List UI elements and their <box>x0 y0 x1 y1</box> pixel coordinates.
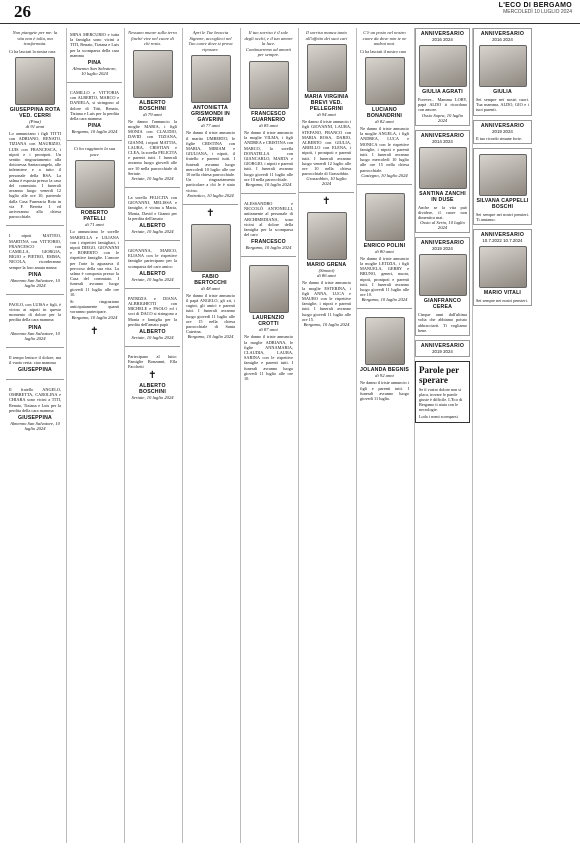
notice-quote: Nessuno muore sulla terra finché vive nel cuore di chi resta. <box>128 30 177 47</box>
deceased-name: JOLANDA BEGNIS <box>360 367 410 374</box>
anniversary-title: ANNIVERSARIO <box>480 31 525 37</box>
column-8 <box>414 28 470 843</box>
notice-name: ALBERTO <box>139 223 166 230</box>
deceased-photo <box>249 265 289 313</box>
deceased-photo <box>419 45 467 87</box>
advertisement-signature: Lodo i nomi scomparsi <box>419 414 458 420</box>
notice-place-date: Bergamo, 10 luglio 2024 <box>71 129 118 135</box>
column-4 <box>182 28 238 843</box>
notice-place-date: Grassobbio, 10 luglio 2024 <box>306 176 347 187</box>
column-5 <box>240 28 296 843</box>
deceased-photo <box>133 50 173 98</box>
notice-text: Ne danno il triste annuncio la moglie VILMA, i figli ANDREA e CRISTINA con MARCO, la sorella DONATELLA con GIANCARLO, MARTA e GIORGIO, i nipoti e parenti tutti. I funerali avranno luogo giovedì 11 luglio alle ore 10 nella parrocchiale. <box>244 129 293 182</box>
deceased-photo <box>191 55 231 103</box>
notice-place-date: Bergamo, 10 luglio 2024 <box>303 322 350 328</box>
column-2 <box>66 28 122 843</box>
deceased-age: di 91 anni <box>25 123 45 129</box>
column-9 <box>472 28 532 843</box>
divider <box>125 288 180 289</box>
obituary-patelli <box>67 144 122 321</box>
deceased-photo <box>365 193 405 241</box>
notice-lead: Ci ha lasciati la nostra cara <box>9 48 56 54</box>
notice-thanks: Si ringraziano anticipatamente quanti vorranno partecipare. <box>70 299 119 315</box>
notice-quote: Apri le Tue braccia Signore, accoglieci nel Tuo cuore dove si prova riposare. <box>188 30 233 52</box>
anniversary-title: ANNIVERSARIO <box>420 31 465 37</box>
notice-text: MINA MERCURIO e tutta la famiglia sono vicini a TITI, Renato, Tiziana e Luis per la scomparsa della cara mamma <box>70 32 119 58</box>
anniversary-years: 10.7.2022 10.7.2024 <box>482 238 523 244</box>
deceased-age: di 92 anni <box>375 373 394 379</box>
notice-lead: Il sorriso manca tanto all'affetto dei suoi cari <box>305 30 348 41</box>
divider <box>125 240 180 241</box>
anniversary-years: 2019 2024 <box>432 246 453 252</box>
deceased-age: di 82 anni <box>375 118 394 124</box>
deceased-nickname: (Pina) <box>29 118 41 124</box>
deceased-age: di 87 anni <box>259 327 278 333</box>
obituary-begnis <box>357 312 412 403</box>
condolence-notice <box>6 351 64 375</box>
anniversary-notice <box>415 28 470 126</box>
deceased-age: di 80 anni <box>375 248 394 254</box>
deceased-photo <box>479 154 527 196</box>
notice-place-date: Seriate, 10 luglio 2024 <box>131 276 174 282</box>
anniversary-notice <box>415 237 470 336</box>
deceased-photo <box>249 61 289 109</box>
deceased-photo <box>15 57 55 105</box>
deceased-name: GIUSEPPINA ROTA VED. CERRI <box>9 106 61 119</box>
notice-text: Il tempo lenisce il dolore, ma il vuoto resta: ciao mamma <box>9 354 61 365</box>
notice-place-date: Almenno San Salvatore, 10 luglio 2024 <box>10 277 60 288</box>
notice-text: La sorella FELICITA con GIOVANNI, MELISSA e famiglie, è vicina a Maria, Monia, David e Gianni per la perdita dell'amato <box>128 195 177 221</box>
notice-place-date: Castegno, 10 luglio 2024 <box>361 172 408 178</box>
divider <box>6 379 64 380</box>
deceased-name: GIULIA AGRATI <box>422 89 463 95</box>
advertisement-box <box>415 361 470 423</box>
notice-quote: Non piangete per me: la vita non è tolta, ma trasformata. <box>12 30 58 47</box>
notice-place-date: Seriate, 10 luglio 2024 <box>131 394 174 400</box>
obituary-boschini <box>125 28 180 183</box>
notice-name: ALBERTO <box>139 270 166 277</box>
notice-text: Lo annunciano i figli TITTI con ADRIANO, RENATO, TIZIANA con MAURIZIO, LUIS con FRANCESCA, i nipoti e i pronipoti. Un sentito ringraziamento alla dottoressa Santarcangelo, alle infermiere e a tutto il personale della RSA. La salma è esposta presso la casa del commiato. I funerali avranno luogo venerdì 12 luglio alle ore 10, partendo dalla Casa Funeraria Rota in via F. Beretta 1 ed arriveranno alla chiesa parrocchiale. <box>9 130 61 220</box>
obituary-grena <box>299 207 354 329</box>
notice-place-date: Seriate, 10 luglio 2024 <box>131 176 174 182</box>
notice-place-date: Almenno San Salvatore, 10 luglio 2024 <box>10 330 60 341</box>
deceased-age: di 79 anni <box>143 111 162 117</box>
deceased-photo <box>365 57 405 105</box>
notice-place-date: Bergamo, 10 luglio 2024 <box>245 182 292 187</box>
notice-text: I nipoti MATTEO, MARTINA con VITTORIO, FRANCESCO con CAMILLA, GIORGIA, BIGIO e PIETRO, EMMA, NICOLA, ricorderanno sempre la loro amata nonna <box>9 233 61 270</box>
divider <box>125 346 180 347</box>
notice-text: Anche se la vita può dividere, il cuore non dimentica mai. <box>418 204 467 221</box>
page-number: 26 <box>14 2 31 21</box>
deceased-name: LUCIANO BONANDRINI <box>366 106 403 119</box>
notice-quote: C'è un posto nel nostro cuore da dove non te ne andrai mai. <box>362 30 407 47</box>
anniversary-notice <box>473 120 532 144</box>
deceased-age: di 48 anni <box>201 285 220 291</box>
anniversary-years: 2016 2024 <box>492 37 513 42</box>
deceased-photo <box>365 317 405 365</box>
anniversary-title: ANNIVERSARIO <box>420 132 465 139</box>
condolence-notice <box>125 292 180 342</box>
notice-text: CAMILLO e VITTORIA con ALBERTO, MARCO e DANIELA, si stringono al dolore di Titti, Renato, Tiziana e Luis per la perdita della cara mamma <box>70 90 119 122</box>
advertisement-text: Se il vostro dolore non si placa, trovare le parole giuste è difficile. L'Eco di Bergamo ti aiuta con le necrologie. <box>419 387 463 413</box>
notice-place-date: Bergamo, 10 luglio 2024 <box>245 245 292 251</box>
notice-text: Forever... Mamma LORY, papà ALDO ti ricordano con amore. <box>418 97 467 113</box>
notice-place-date: Almenno San Salvatore, 10 luglio 2024 <box>72 66 117 77</box>
cross-icon: ✝ <box>322 196 331 208</box>
notice-text: Ne danno il triste annuncio il papà ANGELO, gli zii, i cugini, gli amici e parenti tutti. I funerali avranno luogo giovedì 11 luglio alle ore 15 nella chiesa parrocchiale di Santa Caterina. <box>186 292 235 335</box>
notice-name: PINA <box>28 271 42 278</box>
deceased-name: LAURENZIO CROTTI <box>252 315 285 328</box>
notice-place-date: Bergamo, 10 luglio 2024 <box>361 297 408 303</box>
notice-text: Il tuo ricordo rimane forte. <box>476 135 522 141</box>
divider <box>241 256 296 257</box>
notice-name: ALBERTO <box>139 329 166 336</box>
notice-text: ALESSANDRO e NICCOLÒ ANTONELLI, unitamente al personale di ARCHIMEDIANA, sono vicini al dolore della famiglia per la scomparsa del caro <box>244 201 293 238</box>
notice-place-date: Entratico, 10 luglio 2024 <box>187 192 234 198</box>
divider <box>125 187 180 188</box>
deceased-age: di 94 anni <box>317 112 336 118</box>
deceased-name: ROBERTO PATELLI <box>80 210 109 223</box>
divider <box>183 204 238 205</box>
anniversary-notice <box>415 340 470 357</box>
notice-lead: Ci ha lasciati il nostro caro <box>360 48 407 54</box>
notice-text: Ne danno il triste annuncio la moglie ANGELA, i figli ANDREA, LUCA e MONICA con le rispettive famiglie, i nipoti e parenti tutti. I funerali avranno luogo mercoledì 10 luglio alle ore 15 nella chiesa parrocchiale. <box>360 125 409 173</box>
obituary-brevi <box>299 28 354 188</box>
obituary-bonandrini <box>357 28 412 180</box>
deceased-name: ENRICO POLINI <box>363 242 406 249</box>
deceased-name: MARIA VIRGINIA BREVI VED. PELLEGRINI <box>304 94 349 113</box>
deceased-photo <box>419 147 467 189</box>
divider <box>357 308 412 309</box>
deceased-name: SANTINA ZANCHI IN DUSE <box>419 190 466 203</box>
notice-text: Lo annunciano le sorelle MARIELLA e LILIANA con i rispettivi famigliari, i nipoti DIEGO, GIOVANNI e ROBERTO con le rispettive famiglie. L'amore per l'arte lo aguzzava il percorso della sua vita. La salma è composta presso la Casa del commiato. I funerali avranno luogo giovedì 11 luglio alle ore 10. <box>70 229 119 297</box>
deceased-name: GIULIA <box>493 89 512 95</box>
deceased-name: ANTONIETTA GRISMONDI IN GAVERINI <box>190 105 230 124</box>
condolence-notice <box>6 229 64 289</box>
deceased-age: di 86 anni <box>317 273 336 279</box>
column-7 <box>356 28 412 843</box>
deceased-age: di 85 anni <box>259 122 278 128</box>
anniversary-title: ANNIVERSARIO <box>420 240 465 247</box>
notice-quote: Il tuo sorriso è il sole degli occhi, e il tuo amore la luce. <box>244 30 293 47</box>
obituary-guarnerio <box>241 28 296 189</box>
cross-icon: ✝ <box>148 369 157 381</box>
anniversary-notice <box>473 229 532 306</box>
notice-name: PINA <box>87 123 102 130</box>
masthead <box>499 2 572 15</box>
obituary-crotti <box>241 260 296 383</box>
deceased-age: di 71 anni <box>85 222 104 228</box>
anniversary-title: ANNIVERSARIO <box>480 122 525 129</box>
newspaper-name: L'ECO DI BERGAMO <box>498 2 572 9</box>
notice-text: PATRIZIA e DIANA ALBRIGHETTI con MICHELE e PAOLO ed i soci di DACO si stringono a Monia e famiglia per la perdita dell'amato papà <box>128 295 177 327</box>
deceased-name: FRANCESCO GUARNERIO <box>251 110 286 123</box>
notice-text: Sei sempre nei nostri cuori. Tua mamma, ALDO, GIO e i tuoi parenti. <box>476 97 529 113</box>
notice-name: ALBERTO BOSCHINI <box>139 382 166 395</box>
condolence-notice <box>6 298 64 343</box>
condolence-notice <box>67 28 122 78</box>
notice-text: PAOLO, con LUISA e figli, è vicino ai nipoti in questo momento di dolore per la perdita della cara mamma <box>9 301 61 323</box>
divider <box>299 192 354 193</box>
notice-text: Ne danno il triste annuncio la moglie ESTERINA, i figli ANNA, LUCA e MAURO con le rispettive famiglie, i nipoti e parenti tutti. I funerali avranno luogo giovedì 11 luglio alle ore 15. <box>302 280 351 322</box>
condolence-notice <box>125 191 180 236</box>
divider <box>6 347 64 348</box>
anniversary-notice <box>415 130 470 234</box>
divider <box>67 82 122 83</box>
obituary-grismondi <box>183 28 238 200</box>
divider <box>6 294 64 295</box>
notice-place-date: Bergamo, 10 luglio 2024 <box>187 334 234 340</box>
issue-date: MERCOLEDÌ 10 LUGLIO 2024 <box>503 9 572 15</box>
deceased-name: SILVANA CAPPELLI BOSCHI <box>476 197 529 210</box>
deceased-photo <box>307 212 347 260</box>
deceased-name: GIANFRANCO CEREA <box>423 298 462 311</box>
deceased-photo <box>191 224 231 272</box>
obituary-rota <box>6 28 64 221</box>
notice-text: Sei sempre nei nostri pensieri. <box>476 298 528 304</box>
cross-icon: ✝ <box>90 325 99 337</box>
divider <box>357 184 412 185</box>
anniversary-years: 2016 2024 <box>432 37 453 42</box>
notice-text: Ne danno il triste annuncio i figli GIOVANNI, LAURA, STEFANO, FRANCO con MARIA ROSA, DARIO, ALBERTO con GIULIA, ARIELLO con ELENA, i nipoti, i pronipoti e parenti tutti. I funerali avranno luogo venerdì 12 luglio alle ore 10 nella chiesa parrocchiale di Grassobbio. <box>302 119 351 177</box>
notice-text: Il fratello ANGELO, OMBRETTA, CAROLINA e CHIARA sono vicini a TITI, Renato, Tiziana e Luis per la perdita della cara mamma <box>9 387 61 413</box>
deceased-nickname: (Simoni) <box>318 268 335 274</box>
anniversary-years: 2019 2024 <box>492 128 513 134</box>
anniversary-title: ANNIVERSARIO <box>480 232 525 239</box>
deceased-photo <box>419 254 467 296</box>
deceased-age: di 77 anni <box>201 123 220 129</box>
deceased-photo <box>307 44 347 92</box>
column-3 <box>124 28 180 843</box>
notice-text: Partecipano al lutto: Famiglie Bonzanni, Ella Facchetti <box>128 354 177 370</box>
condolence-notice <box>241 197 296 252</box>
deceased-name: MARIO GRENA <box>306 262 347 269</box>
anniversary-years: 2014 2024 <box>432 138 453 144</box>
notice-place-date: Ossio al Serio, 10 luglio 2024 <box>420 220 465 231</box>
notice-name: PINA <box>87 60 102 67</box>
condolence-notice <box>6 383 64 433</box>
notice-place-date: Ossio Sopra, 10 luglio 2024 <box>421 112 464 123</box>
divider <box>6 225 64 226</box>
column-1 <box>6 28 64 843</box>
deceased-photo <box>479 45 527 87</box>
notice-text: Ne danno l'annuncio la moglie MARIA, i figli MONIA con CLAUDIO, DAVID con TIZIANA, GIANNI, i nipoti MATTIA, LAURA, CRISTIAN e CLEA, la sorella FELICITA e parenti tutti. I funerali avranno luogo giovedì alle ore 10 nella parrocchiale di Seriate. <box>128 118 177 176</box>
notice-name: GIUSEPPINA <box>18 367 52 374</box>
notice-lead: Ci ha raggiunto la sua pace <box>73 146 116 157</box>
notice-place-date: Seriate, 10 luglio 2024 <box>131 335 174 341</box>
notice-lead: Continueremo ad amarti per sempre. <box>245 46 292 58</box>
deceased-name: FABIO BERTOCCHI <box>194 273 227 286</box>
anniversary-notice <box>473 148 532 225</box>
notice-place-date: Bergamo, 10 luglio 2024 <box>71 314 118 320</box>
notice-text: Cinque anni dall'ultima volta che abbiamo potuto abbracciarti. Ti vogliamo bene. <box>418 312 467 333</box>
notice-text: Ne danno il triste annuncio il marito UMBERTO, le figlie CRISTINA con MARIA, MIRIAM e GIULIANA, i nipoti, il fratello e parenti tutti. I funerali avranno luogo mercoledì 10 luglio alle ore 10 nella chiesa parrocchiale. Un ringraziamento particolare a chi le è stato vicino. <box>186 130 235 193</box>
deceased-photo <box>75 160 115 208</box>
notice-name: GIUSEPPINA <box>18 415 52 422</box>
advertisement-title: Parole per sperare <box>419 365 459 386</box>
notice-place-date: Seriate, 10 luglio 2024 <box>131 229 174 235</box>
anniversary-notice <box>473 28 532 116</box>
column-6 <box>298 28 354 843</box>
notice-text: Sei sempre nei nostri pensieri. Ti amiamo. <box>476 211 529 223</box>
anniversary-years: 2019 2024 <box>432 349 453 355</box>
notice-text: Ne danno il triste annuncio i figli e parenti tutti. I funerali avranno luogo giovedì 11 luglio. <box>360 380 409 402</box>
notice-name: FRANCESCO <box>251 239 286 246</box>
divider <box>67 140 122 141</box>
notice-name: PINA <box>28 324 42 331</box>
notice-text: Ne danno il triste annuncio la moglie LETIZIA, i figli MANUELA, GERRY e BRUNO, generi, nuora, nipoti, pronipoti e parenti tutti. I funerali avranno luogo giovedì 11 luglio alle ore 10. <box>360 255 409 298</box>
deceased-name: ALBERTO BOSCHINI <box>139 99 166 112</box>
divider <box>241 193 296 194</box>
obituary-bertocchi <box>183 219 238 342</box>
page-header <box>0 0 580 24</box>
cross-icon: ✝ <box>206 207 215 219</box>
anniversary-title: ANNIVERSARIO <box>420 343 465 350</box>
condolence-notice <box>67 86 122 136</box>
notice-place-date: Almenno San Salvatore, 10 luglio 2024 <box>10 421 60 432</box>
notice-text: Ne danno il triste annuncio la moglie ADRIANA, le figlie ANNAMARIA, CLAUDIA, LAURA, SARINA con le rispettive famiglie e parenti tutti. I funerali avranno luogo giovedì 11 luglio alle ore 10. <box>244 334 293 382</box>
condolence-notice <box>125 244 180 284</box>
notice-text: GIOVANNA, MARCO, ELIANA con le rispettive famiglie partecipano per la scomparsa del caro amico <box>128 248 177 269</box>
condolence-notice <box>125 350 180 402</box>
deceased-photo <box>479 246 527 288</box>
deceased-name: MARIO VITALI <box>483 290 522 297</box>
obituary-polini <box>357 188 412 305</box>
